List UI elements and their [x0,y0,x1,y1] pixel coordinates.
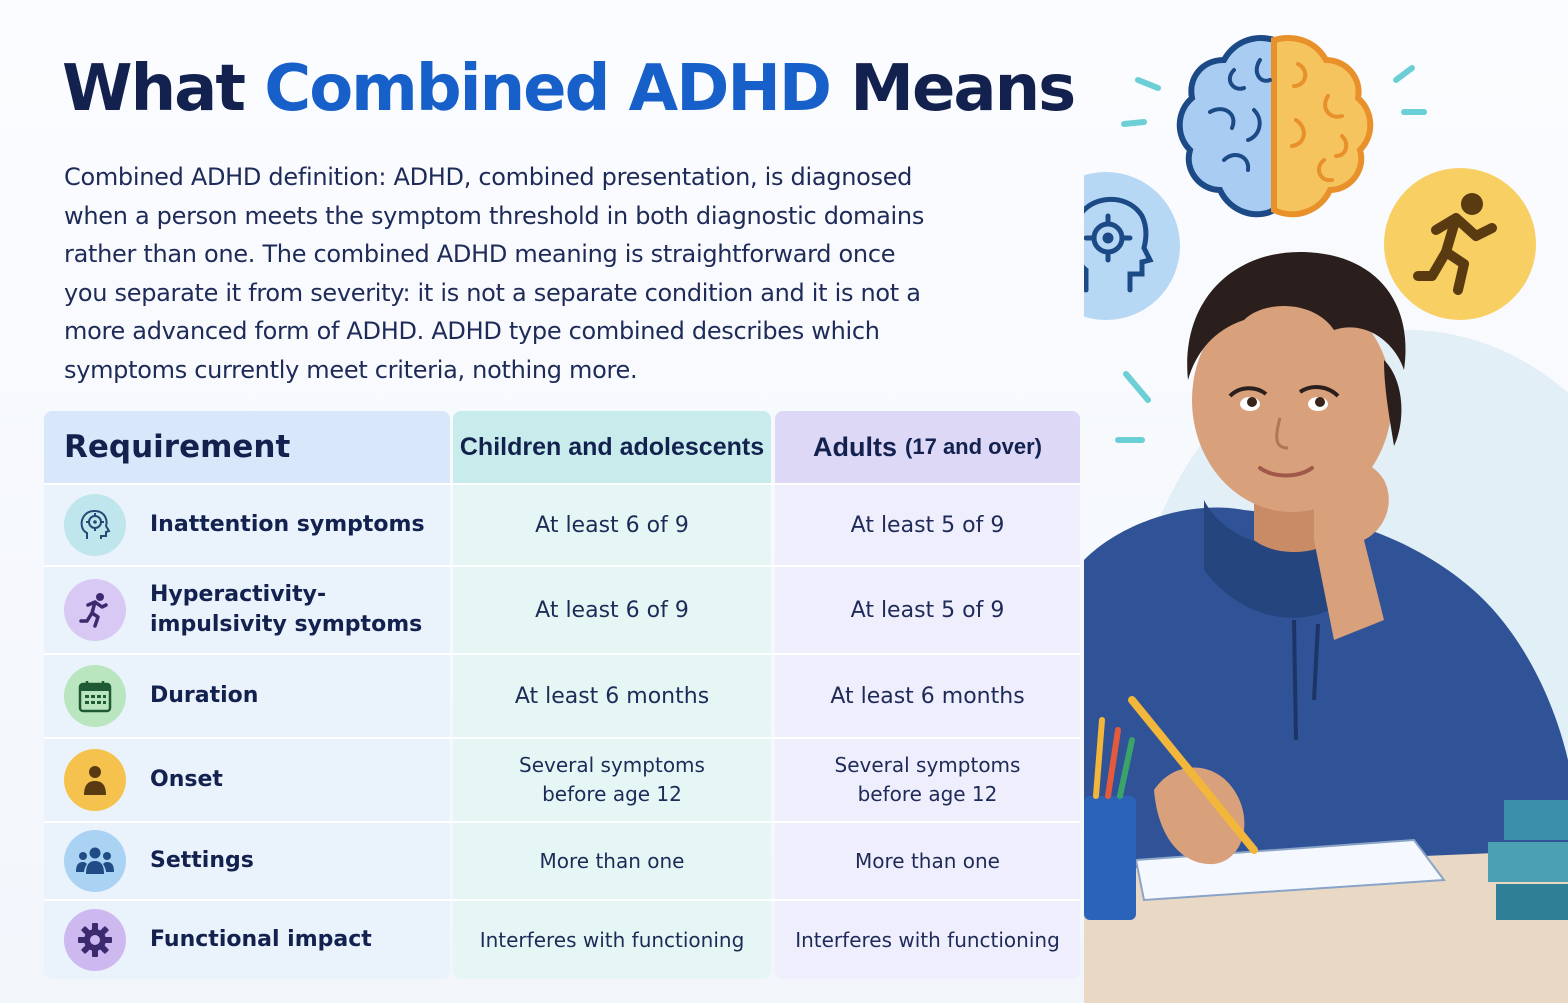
requirement-cell [44,567,450,653]
header-adults-label: Adults [813,431,898,462]
gear-icon [64,909,126,971]
requirement-label: Hyperactivity-impulsivity symptoms [150,582,423,637]
adults-value: More than one [855,848,1000,873]
group-icon [64,830,126,892]
table-row [44,653,1080,737]
criteria-table [44,411,1080,979]
boy-with-brain-illustration [1084,0,1568,1003]
requirement-label: Inattention symptoms [150,512,425,537]
children-value: Interferes with functioning [479,927,745,952]
requirement-label: Onset [150,767,223,792]
requirement-label: Functional impact [150,927,372,952]
requirement-label: Duration [150,683,259,708]
table-row [44,483,1080,565]
children-value: More than one [539,848,685,873]
children-value: At least 6 of 9 [535,597,689,623]
brain-icon [1180,38,1371,214]
children-value: At least 6 months [514,683,710,709]
title-suffix: Means [850,52,1075,126]
adults-value: At least 5 of 9 [850,512,1005,538]
adults-value: Several symptoms before age 12 [834,753,1021,806]
requirement-cell [44,655,450,737]
table-row [44,565,1080,653]
table-row [44,899,1080,979]
head-target-icon [64,494,126,556]
header-children: Children and adolescents [453,411,771,483]
children-value: Several symptoms before age 12 [519,753,705,806]
requirement-cell [44,739,450,821]
running-circle [1384,168,1536,320]
running-person-icon [64,579,126,641]
adults-value: At least 6 months [830,683,1025,709]
requirement-label: Settings [150,848,254,873]
intro-paragraph: Combined ADHD definition: ADHD, combined presentation, is diagnosed when a person meets the symptom threshold in both diagnostic domains rather than one. The combined ADHD meaning is straightforward once you separate it from severity: it is not a separate condition and it is not a more advanced form of ADHD. ADHD type combined describes which symptoms currently meet criteria, nothing more. [64,163,925,384]
header-adults-note: (17 and over) [905,434,1042,459]
header-requirement: Requirement [44,411,450,483]
table-row [44,737,1080,821]
calendar-icon [64,665,126,727]
header-adults [775,411,1080,483]
title-accent: Combined ADHD [264,52,830,126]
children-value: At least 6 of 9 [535,512,689,538]
requirement-cell [44,901,450,979]
adults-value: Interferes with functioning [795,927,1060,952]
requirement-cell [44,823,450,899]
adults-value: At least 5 of 9 [850,597,1005,623]
title-prefix: What [62,52,244,126]
person-icon [64,749,126,811]
page-title [62,52,1074,126]
table-row [44,821,1080,899]
requirement-cell [44,485,450,565]
